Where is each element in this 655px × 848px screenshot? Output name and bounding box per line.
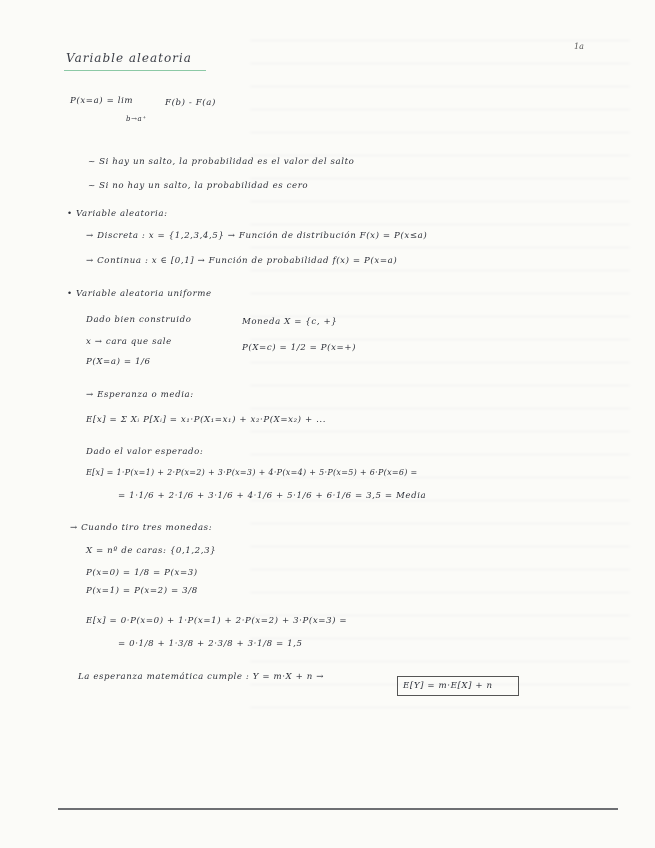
coin-probability: P(X=c) = 1/2 = P(x=+) [242,343,357,353]
continuous-line: → Continua : x ∈ [0,1] → Función de probabilidad f(x) = P(x=a) [86,256,398,266]
title-underline [64,70,206,71]
boxed-result [397,676,519,696]
section-random-variable: • Variable aleatoria: [67,209,168,219]
coins-expectation: E[x] = 0·P(x=0) + 1·P(x=1) + 2·P(x=2) + 3·P(x=3) = [86,616,348,626]
boxed-formula: E[Y] = m·E[X] + n [403,681,493,691]
dice-expected-heading: Dado el valor esperado: [86,447,204,457]
three-coins-heading: → Cuando tiro tres monedas: [70,523,213,533]
expectation-heading: → Esperanza o media: [86,390,194,400]
coin-line: Moneda X = {c, +} [242,317,338,327]
heads-count: X = nº de caras: {0,1,2,3} [86,546,217,556]
limit-subscript: b→a⁺ [126,115,147,123]
dice-line: Dado bien construido [86,315,192,325]
linearity-statement: La esperanza matemática cumple : Y = m·X + n → [78,672,325,682]
dice-expectation-result: = 1·1/6 + 2·1/6 + 3·1/6 + 4·1/6 + 5·1/6 + 6·1/6 = 3,5 = Media [118,491,427,501]
dice-expectation-sum: E[x] = 1·P(x=1) + 2·P(x=2) + 3·P(x=3) + 4·P(x=4) + 5·P(x=5) + 6·P(x=6) = [86,468,418,477]
bullet-jump: ~ Si hay un salto, la probabilidad es el valor del salto [88,157,355,167]
page-edge-line [58,808,618,810]
expectation-formula: E[x] = Σ Xᵢ P[Xᵢ] = x₁·P(X₁=x₁) + x₂·P(X=x₂) + ... [86,415,327,425]
face-line: x → cara que sale [86,337,172,347]
prob-zero: P(x=0) = 1/8 = P(x=3) [86,568,198,578]
bullet-no-jump: ~ Si no hay un salto, la probabilidad es cero [88,181,309,191]
dice-probability: P(X=a) = 1/6 [86,357,151,367]
limit-definition: P(x=a) = lim [70,96,134,106]
page-number: 1a [574,42,584,51]
section-uniform: • Variable aleatoria uniforme [67,289,212,299]
limit-expression: F(b) - F(a) [165,98,216,108]
prob-one: P(x=1) = P(x=2) = 3/8 [86,586,198,596]
discrete-line: → Discreta : x = {1,2,3,4,5} → Función de distribución F(x) = P(x≤a) [86,231,428,241]
coins-expectation-result: = 0·1/8 + 1·3/8 + 2·3/8 + 3·1/8 = 1,5 [118,639,303,649]
page-title: Variable aleatoria [66,51,192,65]
